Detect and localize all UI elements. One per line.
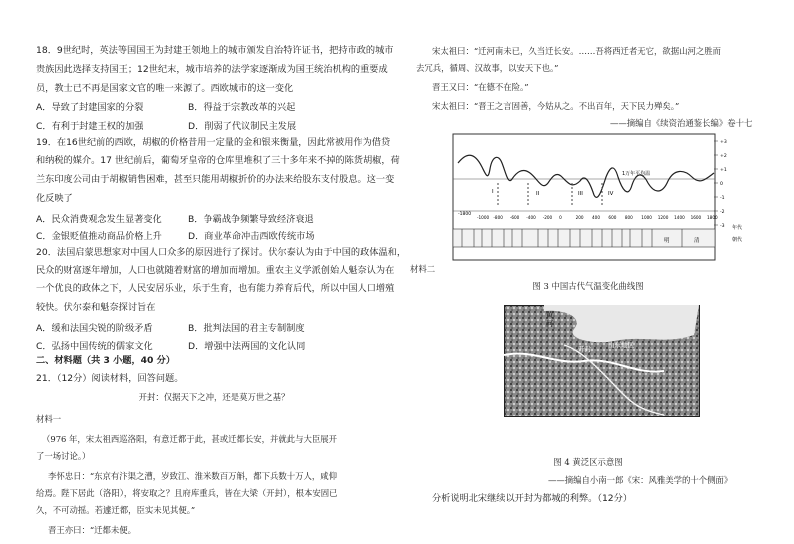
q21-subtitle: 开封：仅据天下之冲，还是莫万世之基？ [138,392,290,402]
period-label: IV [608,191,614,197]
period-label: III [578,191,583,197]
material1-source: ——摘编自《续资治通鉴长编》卷十七 [610,118,753,128]
q19-stem-line: 和纳税的媒介。17 世纪前后，葡萄牙皇帝的仓库里堆积了三十多年来不掉的陈货胡椒，荷 [36,155,400,166]
material1-line: 了一场讨论。） [36,451,91,461]
material2-label: 材料二 [410,264,436,274]
x-tick-label: 400 [592,215,600,220]
x-tick-label: -400 [526,215,536,220]
x-tick-label: 600 [608,215,617,220]
x-tick-label: 1200 [657,215,669,220]
x-tick-label: 1800 [707,215,718,220]
dynasty-label: 明 [664,238,670,244]
q20-option-c[interactable]: C．弘扬中国传统的儒家文化 [36,341,153,352]
q20-option-b[interactable]: B．批判法国的君主专制制度 [188,323,305,334]
q21-intro: 21．（12分）阅读材料，回答问题。 [36,373,184,384]
material1-line: （976 年，宋太祖西巡洛阳，有意迁都于此，甚或迁都长安，并就此与大臣展开 [42,434,338,444]
map-label: 河 [546,320,553,328]
q21-question: 分析说明北宋继续以开封为都城的利弊。（12分） [432,493,633,504]
temperature-chart-figure [452,133,762,263]
material1-right-line: 宋太祖曰：“晋王之言固善，今姑从之。不出百年，天下民力殚矣。” [432,101,680,111]
q20-stem-line: 民众的财富逐年增加，人口也就随着财富的增加而增加。重农主义学派创始人魁奈认为在 [36,265,395,276]
q18-stem-line: 贵族因此选择支持国王；12世纪末，城市培养的法学家逐渐成为国王统治机构的重要成 [36,64,388,75]
q18-option-b[interactable]: B．得益于宗教改革的兴起 [188,102,296,113]
material1-right-line: 去冗兵，循周、汉故事，以安天下也。” [416,63,559,73]
x-tick-label: -200 [542,215,553,220]
material1-line: 给焉。陛下居此（洛阳），将安取之？且府库重兵，皆在大梁（开封），根本安固已 [36,488,338,498]
q19-stem-line: 19．在16世纪前的西欧，胡椒的价格昔用一定量的金和银来衡量，因此常被用作为借贷 [36,137,391,148]
y-tick-label: +3 [720,140,727,145]
section-heading: 二、材料题（共 3 小题，40 分） [36,355,176,366]
material1-line: 李怀忠日：“东京有汴渠之漕，岁致江、淮米数百万斛，都下兵数十万人，咸仰 [48,471,338,481]
q20-stem-line: 一个优良的政体之下，人民安居乐业，乐于生育，也有能力养育后代，所以中国人口增殖 [36,283,395,294]
left-x-label: -1800 [458,212,472,217]
x-tick-label: 0 [559,215,562,220]
q18-stem-line: 18．9世纪时，英法等国国王为封建王领地上的城市颁发自治特许证书，把持市政的城市 [36,45,394,56]
q18-option-d[interactable]: D．削弱了代议制民主发展 [188,121,297,132]
q19-option-d[interactable]: D．商业革命冲击西欧传统市场 [188,231,315,242]
q19-stem-line: 兰东印度公司由于胡椒销售困难，甚至只能用胡椒折价的办法来给股东支付股息。这一变 [36,174,395,185]
material1-line: 晋王亦曰：“迁都未便。 [48,525,137,535]
y-tick-label: +1 [720,168,727,173]
yellow-river-flood-map [504,305,700,417]
x-ticks [477,215,718,220]
q20-stem-line: 较快。伏尔泰和魁奈探讨旨在 [36,302,156,313]
material1-line: 久，不可动摇。若遽迁都，臣实未见其便。” [36,505,196,515]
map-label: 开封 [578,345,591,353]
figure4-source: ——摘编自小南一郎《宋：风雅美学的十个侧面》 [548,475,733,485]
material1-right-line: 晋王又曰：“在德不在险。” [432,82,529,92]
q20-option-a[interactable]: A．缓和法国尖锐的阶级矛盾 [36,323,153,334]
q19-option-c[interactable]: C．金银贬值推动商品价格上升 [36,231,162,242]
baseline-label: 1万年平均温 [622,171,651,177]
x-tick-label: 800 [624,215,633,220]
material1-label: 材料一 [36,414,62,424]
period-label: II [536,191,540,197]
figure4-caption: 图 4 黄泛区示意图 [553,457,623,467]
x-unit-label: 年代 [732,225,743,231]
y-tick-label: -3 [720,224,725,229]
q20-stem-line: 20．法国启蒙思想家对中国人口众多的原因进行了探讨。伏尔泰认为由于中国的政体温和， [36,247,407,258]
map-label: 山东地区 [608,341,634,349]
row-unit-label: 朝代 [732,237,743,243]
y-tick-label: -1 [720,196,725,201]
y-tick-label: +2 [720,154,727,159]
figure3-caption: 图 3 中国古代气温变化曲线图 [532,281,644,291]
material1-right-line: 宋太祖曰：“迁河南未已，久当迁长安。……吾将西迁者无它，欲据山河之胜而 [432,46,722,56]
x-tick-label: 1400 [674,215,685,220]
x-tick-label: 1600 [690,215,702,220]
x-tick-label: -600 [509,215,520,220]
period-label: I [492,189,494,195]
q19-option-b[interactable]: B．争霸战争频繁导致经济衰退 [188,214,314,225]
y-tick-label: 0 [720,182,723,187]
x-tick-label: -1000 [477,215,490,220]
q20-option-d[interactable]: D．增强中法两国的文化认同 [188,341,306,352]
q18-stem-line: 员，教士已不再是国家文官的唯一来源了。西欧城市的这一变化 [36,83,294,94]
q19-option-a[interactable]: A．民众消费观念发生显著变化 [36,214,162,225]
q18-option-a[interactable]: A．导致了封建国家的分裂 [36,102,144,113]
q18-option-c[interactable]: C．有利于封建王权的加强 [36,121,144,132]
x-tick-label: -800 [493,215,503,220]
x-tick-label: 1000 [641,215,652,220]
x-tick-label: 200 [575,215,584,220]
y-tick-label: -2 [720,210,725,215]
dynasty-label: 清 [694,238,700,244]
map-label: 黄 [546,311,553,319]
q19-stem-line: 化反映了 [36,193,73,204]
